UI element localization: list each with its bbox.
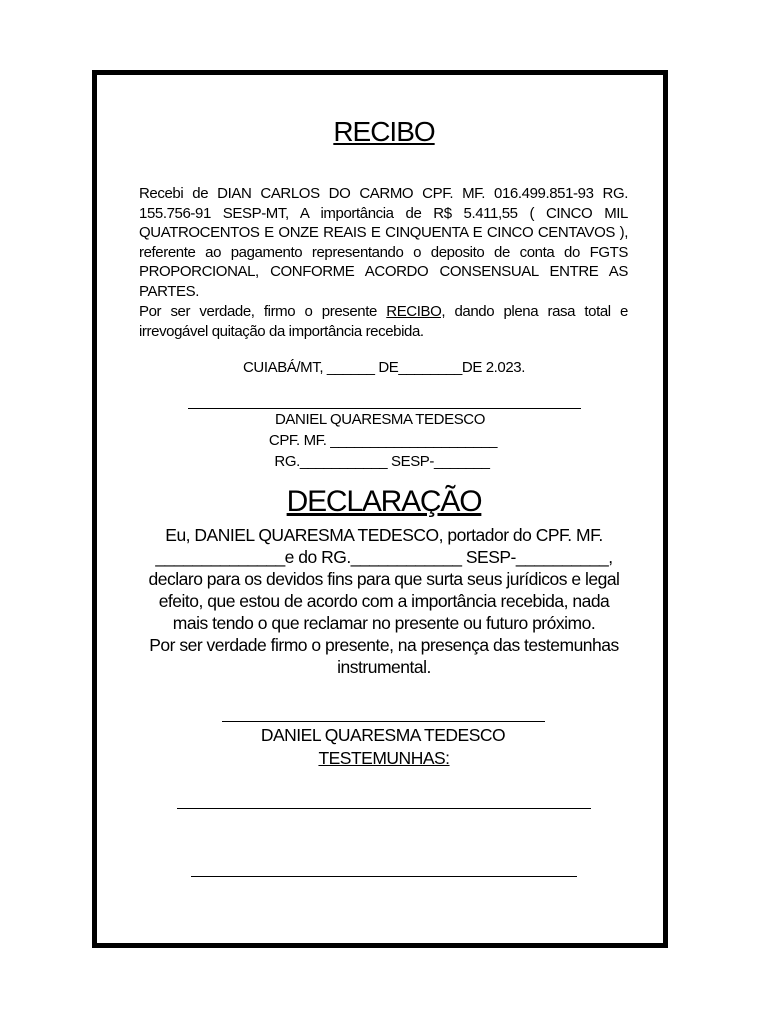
declaracao-body [0, 524, 768, 678]
witness-1-line [177, 808, 591, 809]
recibo-word: RECIBO, [386, 303, 446, 320]
recibo-confirmation [139, 302, 628, 341]
declaracao-line: efeito, que estou de acordo com a importância recebida, nada [158, 591, 610, 611]
recibo-signer-name: DANIEL QUARESMA TEDESCO [274, 411, 486, 428]
date-line: CUIABÁ/MT, ______ DE________DE 2.023. [242, 359, 526, 376]
declaracao-title: DECLARAÇÃO [286, 485, 482, 518]
declaracao-line: instrumental. [337, 657, 431, 677]
declaracao-line: ______________e do RG.____________ SESP-__________, [155, 547, 613, 567]
confirmation-suffix: dando plena rasa total e irrevogável quitação da importância recebida. [139, 303, 628, 340]
recibo-title: RECIBO [333, 116, 435, 147]
declaracao-signature-line [222, 721, 545, 722]
witness-2-line [191, 876, 577, 877]
declaracao-signer-name: DANIEL QUARESMA TEDESCO [260, 725, 506, 745]
recibo-cpf-line: CPF. MF. _____________________ [268, 432, 498, 449]
recibo-body: Recebi de DIAN CARLOS DO CARMO CPF. MF. 016.499.851-93 RG. 155.756-91 SESP-MT, A importância de R$ 5.411,55 ( CINCO MIL QUATROCENTOS E ONZE REAIS E CINQUENTA E CINCO CENTAVOS ), referente ao pagamento representando o deposito de conta do FGTS PROPORCIONAL, CONFORME ACORDO CONSENSUAL ENTRE AS PARTES. [139, 185, 628, 300]
declaracao-line: Eu, DANIEL QUARESMA TEDESCO, portador do CPF. MF. [165, 525, 603, 545]
declaracao-line: mais tendo o que reclamar no presente ou futuro próximo. [172, 613, 596, 633]
witnesses-label: TESTEMUNHAS: [318, 748, 450, 768]
declaracao-line: declaro para os devidos fins para que surta seus jurídicos e legal [148, 569, 620, 589]
confirmation-prefix: Por ser verdade, firmo o presente [139, 303, 387, 320]
recibo-signature-line [188, 408, 581, 409]
declaracao-line: Por ser verdade firmo o presente, na presença das testemunhas [149, 635, 619, 655]
recibo-rg-line: RG.___________ SESP-_______ [274, 453, 490, 470]
